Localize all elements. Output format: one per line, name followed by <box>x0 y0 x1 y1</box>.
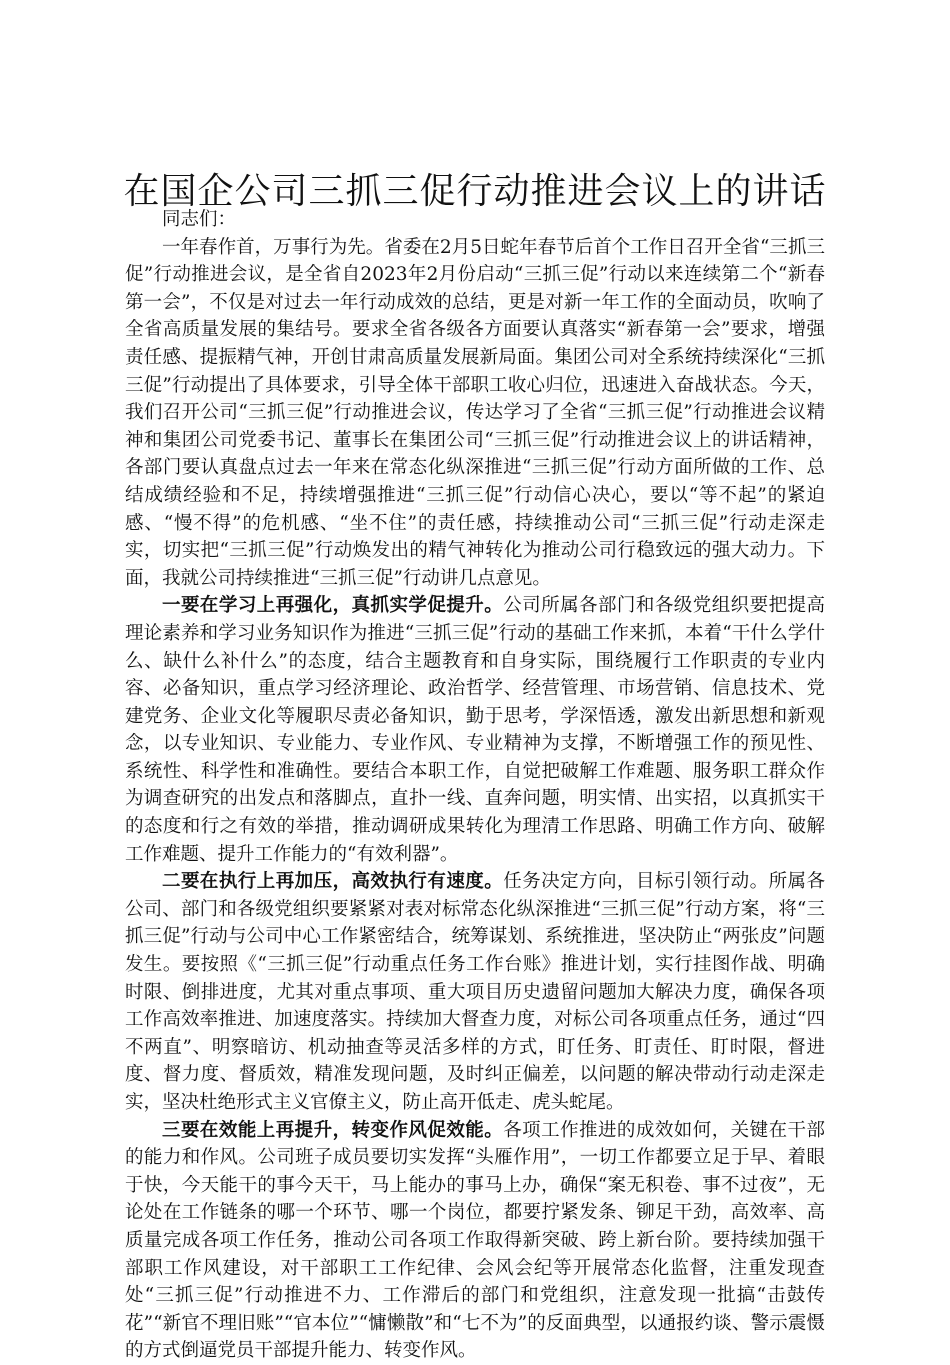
intro-paragraph: 一年春作首，万事行为先。省委在2月5日蛇年春节后首个工作日召开全省“三抓三促”行动推进会议，是全省自2023年2月份启动“三抓三促”行动以来连续第二个“新春第一会”，不仅是对过去一年行动成效的总结，更是对新一年工作的全面动员，吹响了全省高质量发展的集结号。要求全省各级各方面要认真落实“新春第一会”要求，增强责任感、提振精气神，开创甘肃高质量发展新局面。集团公司对全系统持续深化“三抓三促”行动提出了具体要求，引导全体干部职工收心归位，迅速进入奋战状态。今天，我们召开公司“三抓三促”行动推进会议，传达学习了全省“三抓三促”行动推进会议精神和集团公司党委书记、董事长在集团公司“三抓三促”行动推进会议上的讲话精神，各部门要认真盘点过去一年来在常态化纵深推进“三抓三促”行动方面所做的工作、总结成绩经验和不足，持续增强推进“三抓三促”行动信心决心，要以“等不起”的紧迫感、“慢不得”的危机感、“坐不住”的责任感，持续推动公司“三抓三促”行动走深走实，切实把“三抓三促”行动焕发出的精气神转化为推动公司行稳致远的强大动力。下面，我就公司持续推进“三抓三促”行动讲几点意见。 <box>125 236 825 589</box>
section-paragraph-1 <box>125 592 825 868</box>
section-lead: 三要在效能上再提升，转变作风促效能。 <box>162 1119 504 1141</box>
section-text: 任务决定方向，目标引领行动。所属各公司、部门和各级党组织要紧紧对表对标常态化纵深推进“三抓三促”行动方案，将“三抓三促”行动与公司中心工作紧密结合，统筹谋划、系统推进，坚决防止“两张皮”问题发生。要按照《“三抓三促”行动重点任务工作台账》推进计划，实行挂图作战、明确时限、倒排进度，尤其对重点事项、重大项目历史遗留问题加大解决力度，确保各项工作高效率推进、加速度落实。持续加大督查力度，对标公司各项重点任务，通过“四不两直”、明察暗访、机动抽查等灵活多样的方式，盯任务、盯责任、盯时限，督进度、督力度、督质效，精准发现问题，及时纠正偏差，以问题的解决带动行动走深走实，坚决杜绝形式主义官僚主义，防止高开低走、虎头蛇尾。 <box>125 871 825 1113</box>
document-title: 在国企公司三抓三促行动推进会议上的讲话 <box>123 171 827 212</box>
section-paragraph-3 <box>125 1117 825 1365</box>
section-text: 公司所属各部门和各级党组织要把提高理论素养和学习业务知识作为推进“三抓三促”行动的基础工作来抓，本着“干什么学什么、缺什么补什么”的态度，结合主题教育和自身实际，围绕履行工作职责的专业内容、必备知识，重点学习经济理论、政治哲学、经营管理、市场营销、信息技术、党建党务、企业文化等履职尽责必备知识，勤于思考，学深悟透，激发出新思想和新观念，以专业知识、专业能力、专业作风、专业精神为支撑，不断增强工作的预见性、系统性、科学性和准确性。要结合本职工作，自觉把破解工作难题、服务职工群众作为调查研究的出发点和落脚点，直扑一线、直奔问题，明实情、出实招，以真抓实干的态度和行之有效的举措，推动调研成果转化为理清工作思路、明确工作方向、破解工作难题、提升工作能力的“有效利器”。 <box>125 595 825 865</box>
section-lead: 二要在执行上再加压，高效执行有速度。 <box>162 871 504 893</box>
section-paragraph-2 <box>125 868 825 1116</box>
section-lead: 一要在学习上再强化，真抓实学促提升。 <box>162 595 504 617</box>
document-body <box>125 206 825 1365</box>
salutation: 同志们： <box>162 209 237 230</box>
section-text: 各项工作推进的成效如何，关键在干部的能力和作风。公司班子成员要切实发挥“头雁作用”，一切工作都要立足于早、着眼于快，今天能干的事今天干，马上能办的事马上办，确保“案无积卷、事不过夜”，无论处在工作链条的哪一个环节、哪一个岗位，都要拧紧发条、铆足干劲，高效率、高质量完成各项工作任务，推动公司各项工作取得新突破、跨上新台阶。要持续加强干部职工作风建设，对干部职工工作纪律、会风会纪等开展常态化监督，注重发现查处“三抓三促”行动推进不力、工作滞后的部门和党组织，注意发现一批搞“击鼓传花”“新官不理旧账”“官本位”“慵懒散”和“七不为”的反面典型，以通报约谈、警示震慑的方式倒逼党员干部提升能力、转变作风。 <box>125 1119 825 1362</box>
